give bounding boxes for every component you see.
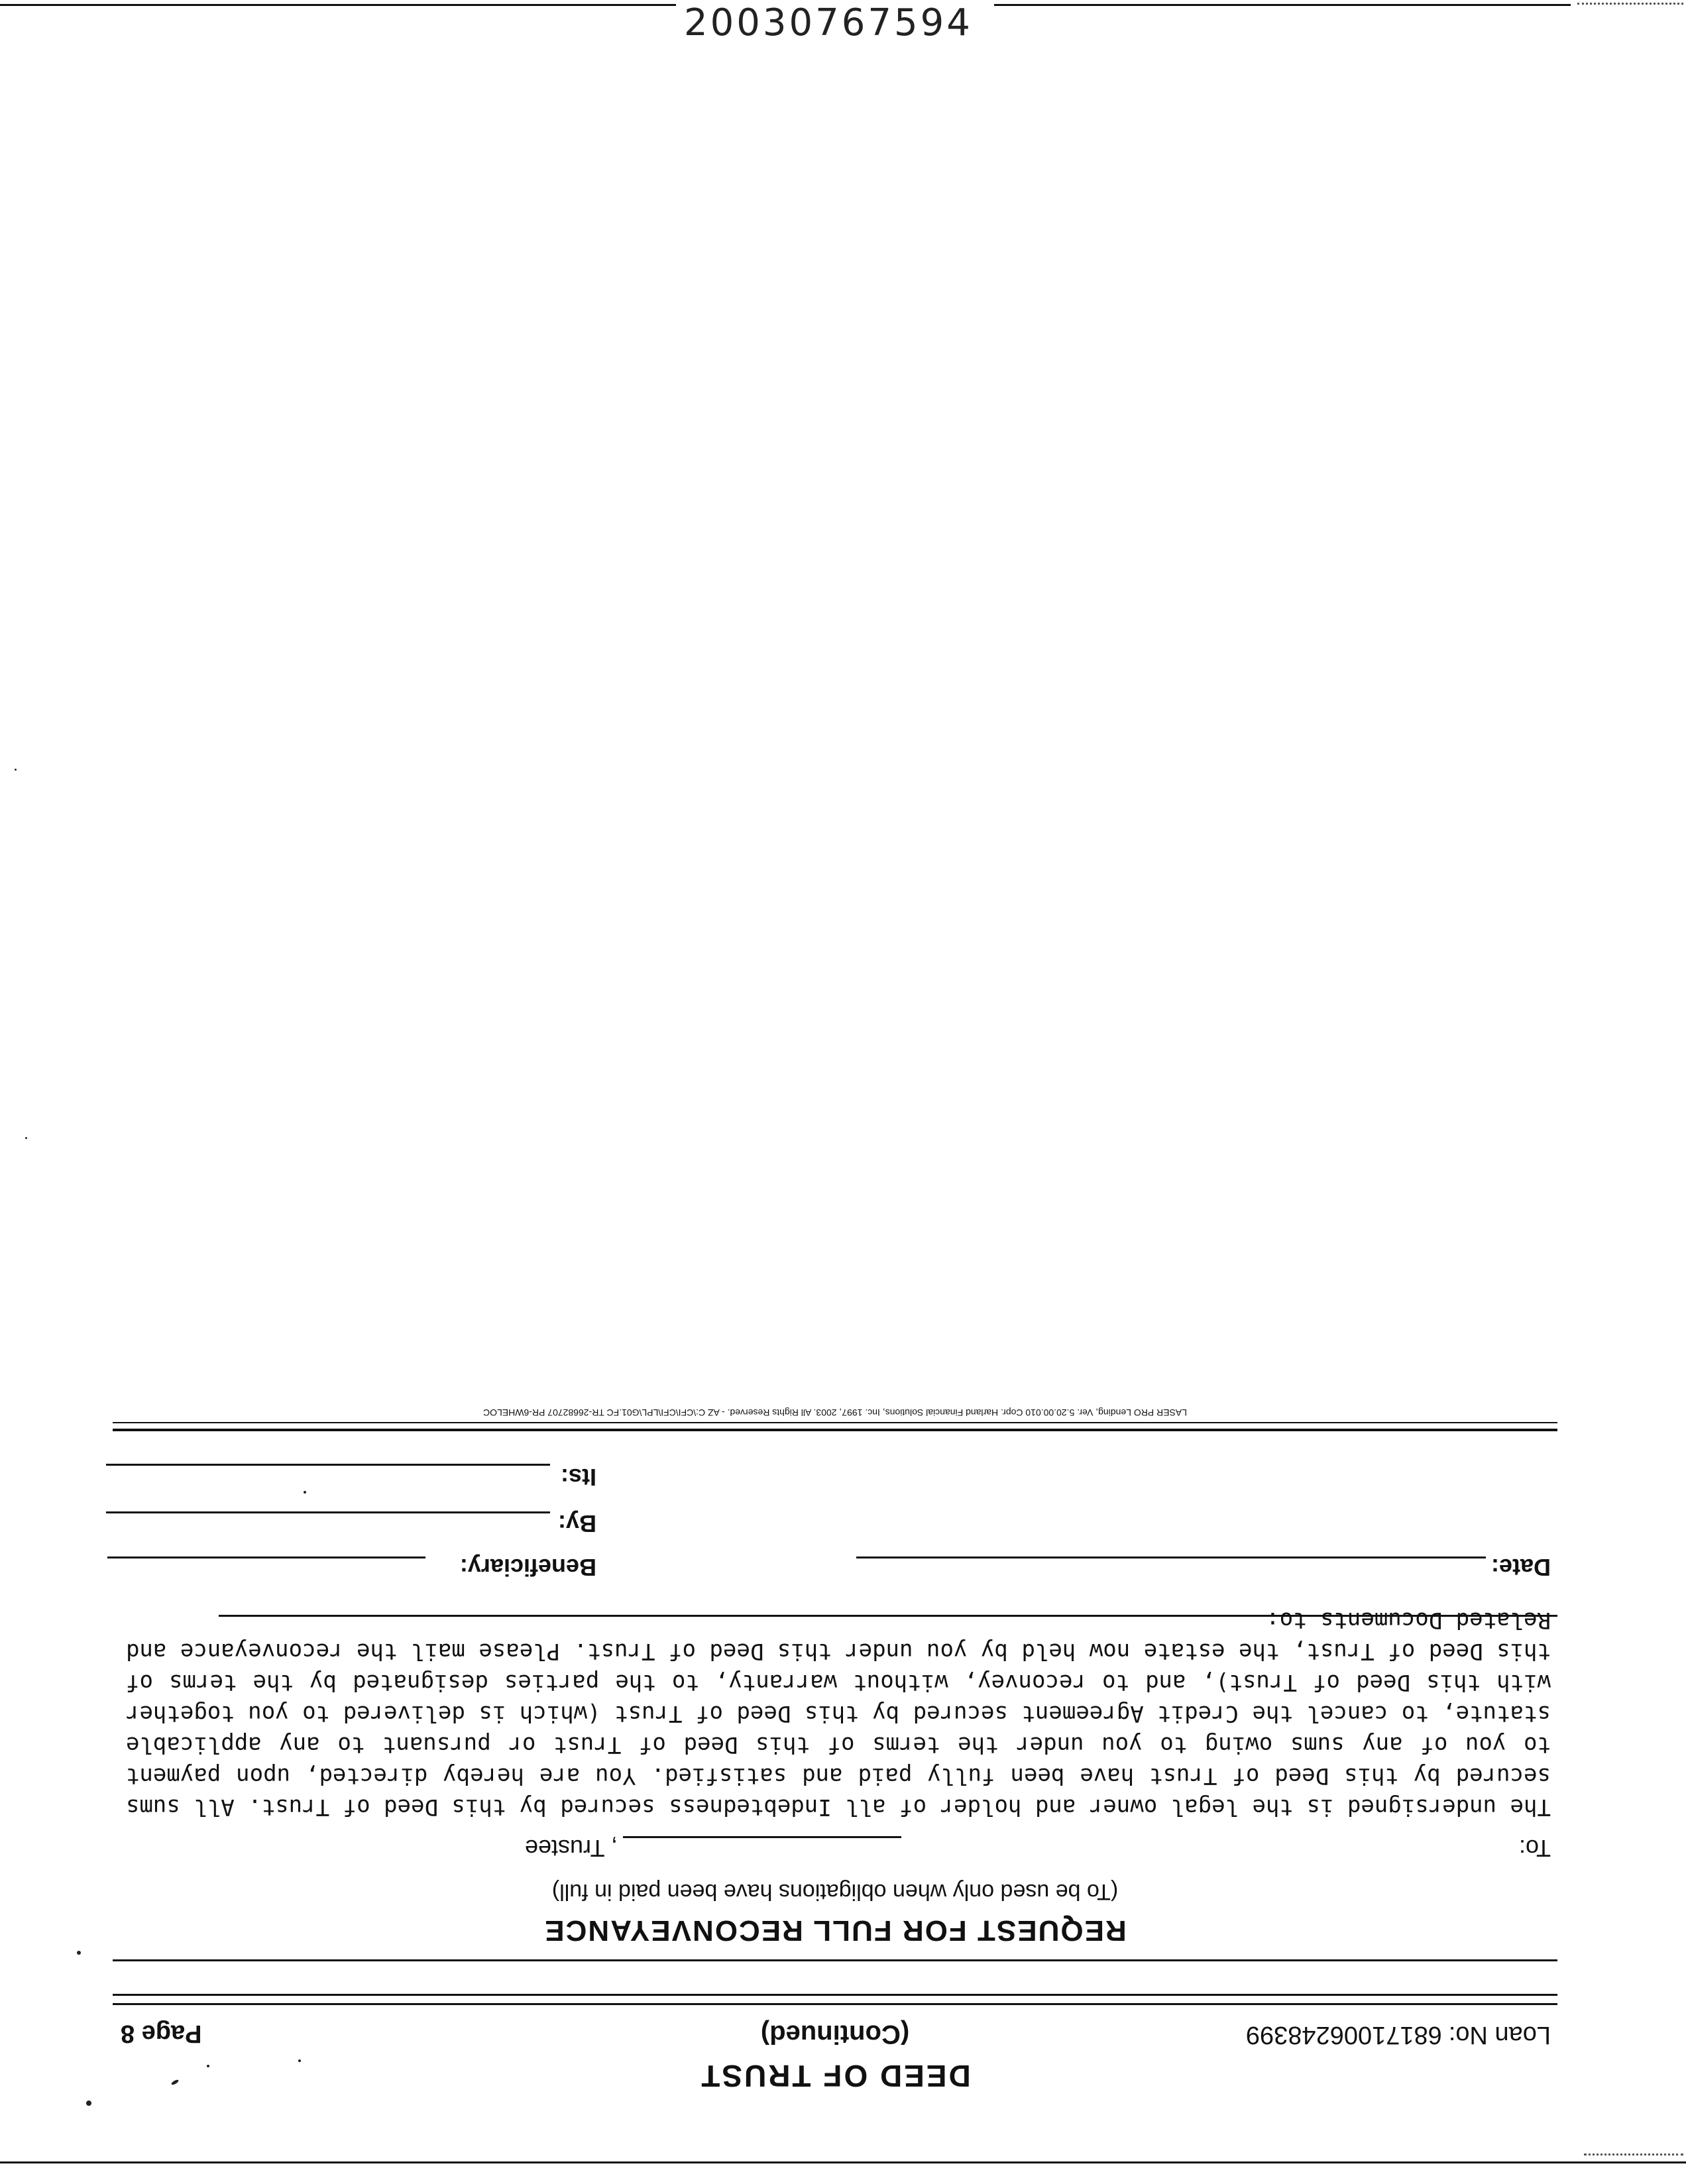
footer-rule: [113, 1422, 1557, 1423]
scan-speck: [15, 769, 17, 771]
bottom-rule: [0, 2161, 1686, 2163]
scan-speck: [304, 1491, 306, 1494]
mailing-address-line: [219, 1615, 1557, 1617]
request-subtitle: (To be used only when obligations have been paid in full): [551, 1879, 1119, 1904]
continued-label: (Continued): [760, 2020, 910, 2049]
top-rule-left: [0, 4, 676, 6]
to-label: To:: [1518, 1835, 1551, 1862]
page-number: Page 8: [121, 2020, 202, 2048]
request-title: REQUEST FOR FULL RECONVEYANCE: [543, 1914, 1127, 1947]
header-rule: [113, 2003, 1557, 2005]
trustee-name-line: [623, 1836, 901, 1838]
beneficiary-line: [107, 1556, 425, 1558]
date-line: [856, 1556, 1486, 1558]
top-rule-dots: [1577, 3, 1683, 5]
its-label: Its:: [561, 1464, 596, 1491]
scan-speck: [25, 1137, 27, 1139]
form-title: DEED OF TRUST: [699, 2059, 971, 2093]
section-rule: [113, 1959, 1557, 1961]
software-footer: LASER PRO Lending, Ver. 5.20.00.010 Copr. Harland Financial Solutions, Inc. 1997, 2003. All Rights Reserved. - AZ C:\CFI\CFI\LPL\G01.FC TR-26682707 PR-6WHELOC: [483, 1407, 1187, 1418]
scan-speck: [86, 2101, 91, 2106]
loan-number: 6817100624839​9: [1245, 2021, 1442, 2049]
loan-label: Loan No:: [1448, 2021, 1551, 2049]
scan-speck: [298, 2059, 301, 2062]
by-line: [106, 1511, 550, 1513]
date-label: Date:: [1490, 1554, 1551, 1581]
scan-speck: [207, 2065, 209, 2067]
bottom-rule-dots: [1584, 2154, 1683, 2156]
trustee-label: , Trustee: [524, 1835, 618, 1862]
reconveyance-form-upside-down: [106, 1272, 1564, 2094]
its-line: [106, 1464, 550, 1466]
scan-speck: [77, 1951, 81, 1955]
top-rule-right: [994, 4, 1571, 6]
by-label: By:: [557, 1510, 596, 1537]
beneficiary-label: Beneficiary:: [459, 1554, 596, 1581]
recording-number: 20030767594: [684, 1, 973, 44]
header-rule: [113, 1994, 1557, 1996]
footer-rule: [113, 1429, 1557, 1431]
reconveyance-body-text: The undersigned is the legal owner and holder of all Indebtedness secured by this Deed of Trust. All sums secured by this Deed of Trust have been fully paid and satisfied. You are hereby directed, upon payment to you of any sums owing to you under the terms of this Deed of Trust or pursuant to any applicable statute, to cancel the Credit Agreement secured by this Deed of Trust (which is delivered to you together with this Deed of Trust), and to reconvey, without warranty, to the parties designated by the terms of this Deed of Trust, the estate now held by you under this Deed of Trust. Please mail the reconveyance and Related Documents to:: [126, 1607, 1551, 1820]
